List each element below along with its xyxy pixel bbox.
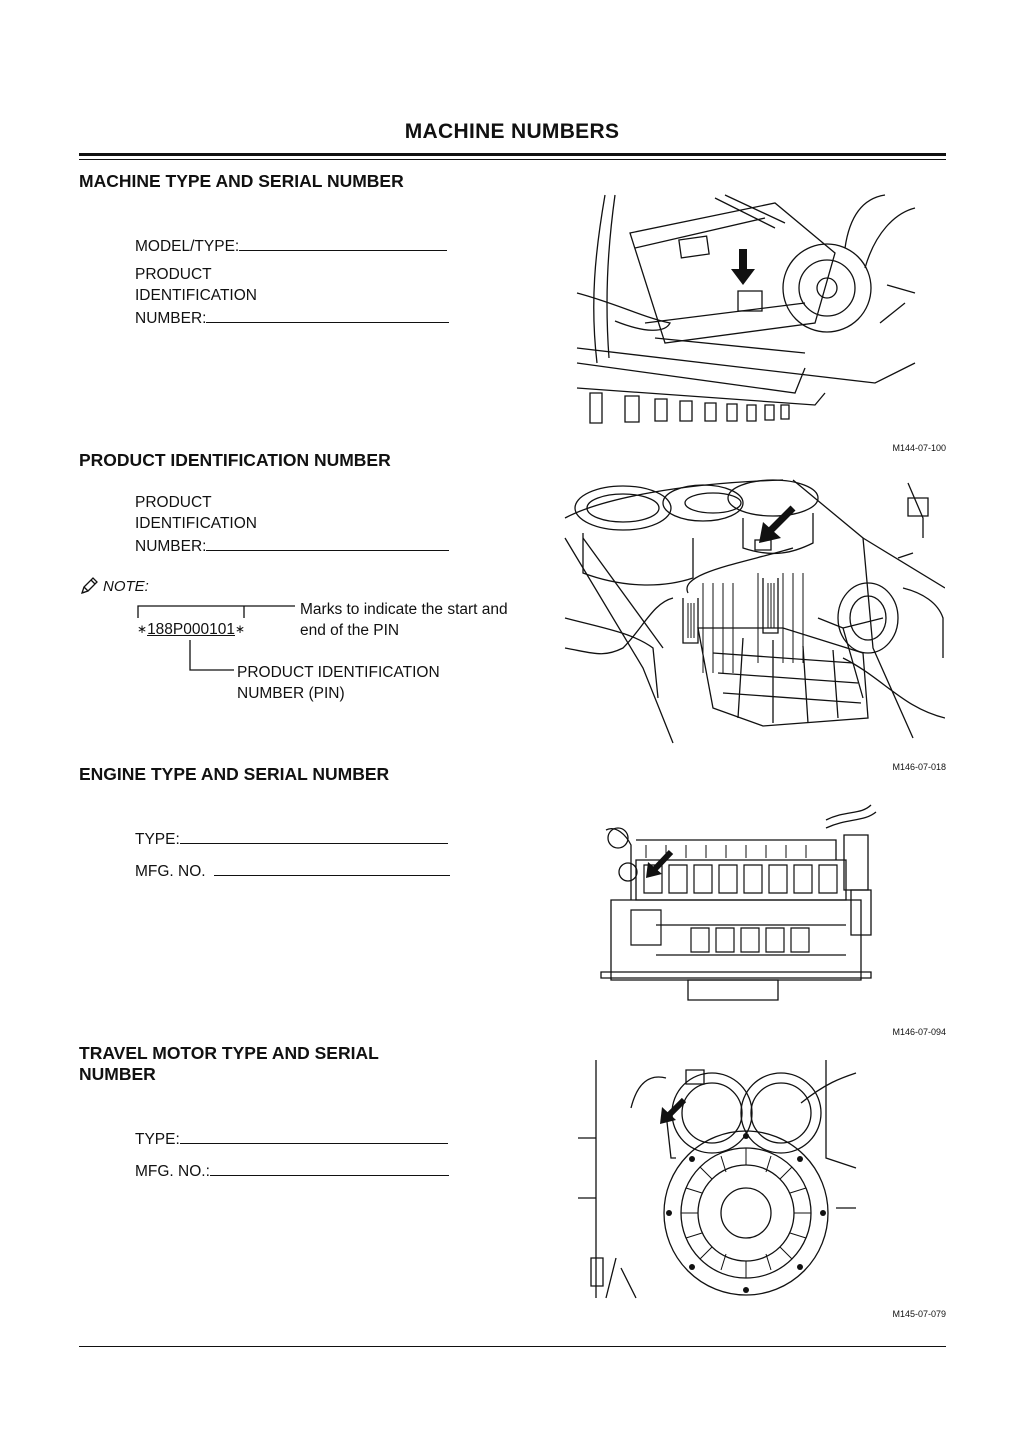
section-title-engine: ENGINE TYPE AND SERIAL NUMBER: [79, 764, 390, 784]
model-type-line: [239, 234, 447, 251]
model-type-label: MODEL/TYPE:: [135, 238, 240, 255]
pin-number-field: [135, 306, 449, 329]
arrow-indicator-icon: [660, 1100, 684, 1124]
arrow-indicator-icon: [731, 249, 755, 285]
figure-engine-plate: [596, 800, 880, 1004]
footer-rule: [79, 1346, 946, 1347]
travel-motor-title-1: TRAVEL MOTOR TYPE AND SERIAL: [79, 1043, 379, 1063]
pencil-note-icon: [79, 576, 99, 596]
header-rule-thick: [79, 153, 946, 156]
engine-mfg-field: [135, 859, 450, 882]
pin-start-mark: ∗: [137, 622, 148, 636]
engine-mfg-line: [214, 859, 450, 876]
motor-type-field: [135, 1127, 448, 1150]
engine-type-label: TYPE:: [135, 831, 180, 848]
motor-mfg-field: [135, 1159, 449, 1182]
section-title-machine-type: MACHINE TYPE AND SERIAL NUMBER: [79, 171, 404, 191]
motor-type-line: [180, 1127, 448, 1144]
figure-code-4: M145-07-079: [892, 1309, 946, 1319]
figure-code-3: M146-07-094: [892, 1027, 946, 1037]
pin-desc-2: NUMBER (PIN): [237, 685, 345, 702]
pin2-number-line: [206, 534, 449, 551]
figure-travel-motor-plate: [576, 1058, 858, 1302]
section-title-pin: PRODUCT IDENTIFICATION NUMBER: [79, 450, 391, 470]
travel-motor-title-2: NUMBER: [79, 1064, 156, 1084]
pin-desc-1: PRODUCT IDENTIFICATION: [237, 664, 440, 681]
pin-end-mark: ∗: [234, 622, 246, 636]
figure-code-1: M144-07-100: [892, 443, 946, 453]
figure-pin-location: [563, 478, 945, 746]
figure-code-2: M146-07-018: [892, 762, 946, 772]
model-type-field: [135, 234, 447, 257]
engine-mfg-label: MFG. NO.: [135, 863, 206, 880]
motor-mfg-line: [210, 1159, 449, 1176]
motor-type-label: TYPE:: [135, 1131, 180, 1148]
pin-example: [137, 621, 245, 639]
marks-text-1: Marks to indicate the start and: [300, 601, 508, 618]
engine-type-field: [135, 827, 448, 850]
pin2-number-field: [135, 534, 449, 557]
pin2-label-1: PRODUCT: [135, 494, 212, 511]
motor-mfg-label: MFG. NO.:: [135, 1163, 210, 1180]
pin-number-label: NUMBER:: [135, 310, 207, 327]
pin-label-2: IDENTIFICATION: [135, 287, 257, 304]
figure-machine-plate: [575, 193, 917, 429]
note-label: NOTE:: [103, 578, 149, 595]
section-title-travel-motor: [79, 1043, 499, 1085]
pin2-number-label: NUMBER:: [135, 538, 207, 555]
arrow-indicator-icon: [759, 508, 793, 543]
pin-label-1: PRODUCT: [135, 266, 212, 283]
pin-example-number: 188P000101: [147, 621, 235, 638]
marks-text-2: end of the PIN: [300, 622, 400, 639]
pin2-label-2: IDENTIFICATION: [135, 515, 257, 532]
page-title: MACHINE NUMBERS: [404, 120, 620, 143]
arrow-indicator-icon: [646, 852, 671, 878]
engine-type-line: [180, 827, 448, 844]
pin-number-line: [206, 306, 449, 323]
header-rule-thin: [79, 159, 946, 160]
